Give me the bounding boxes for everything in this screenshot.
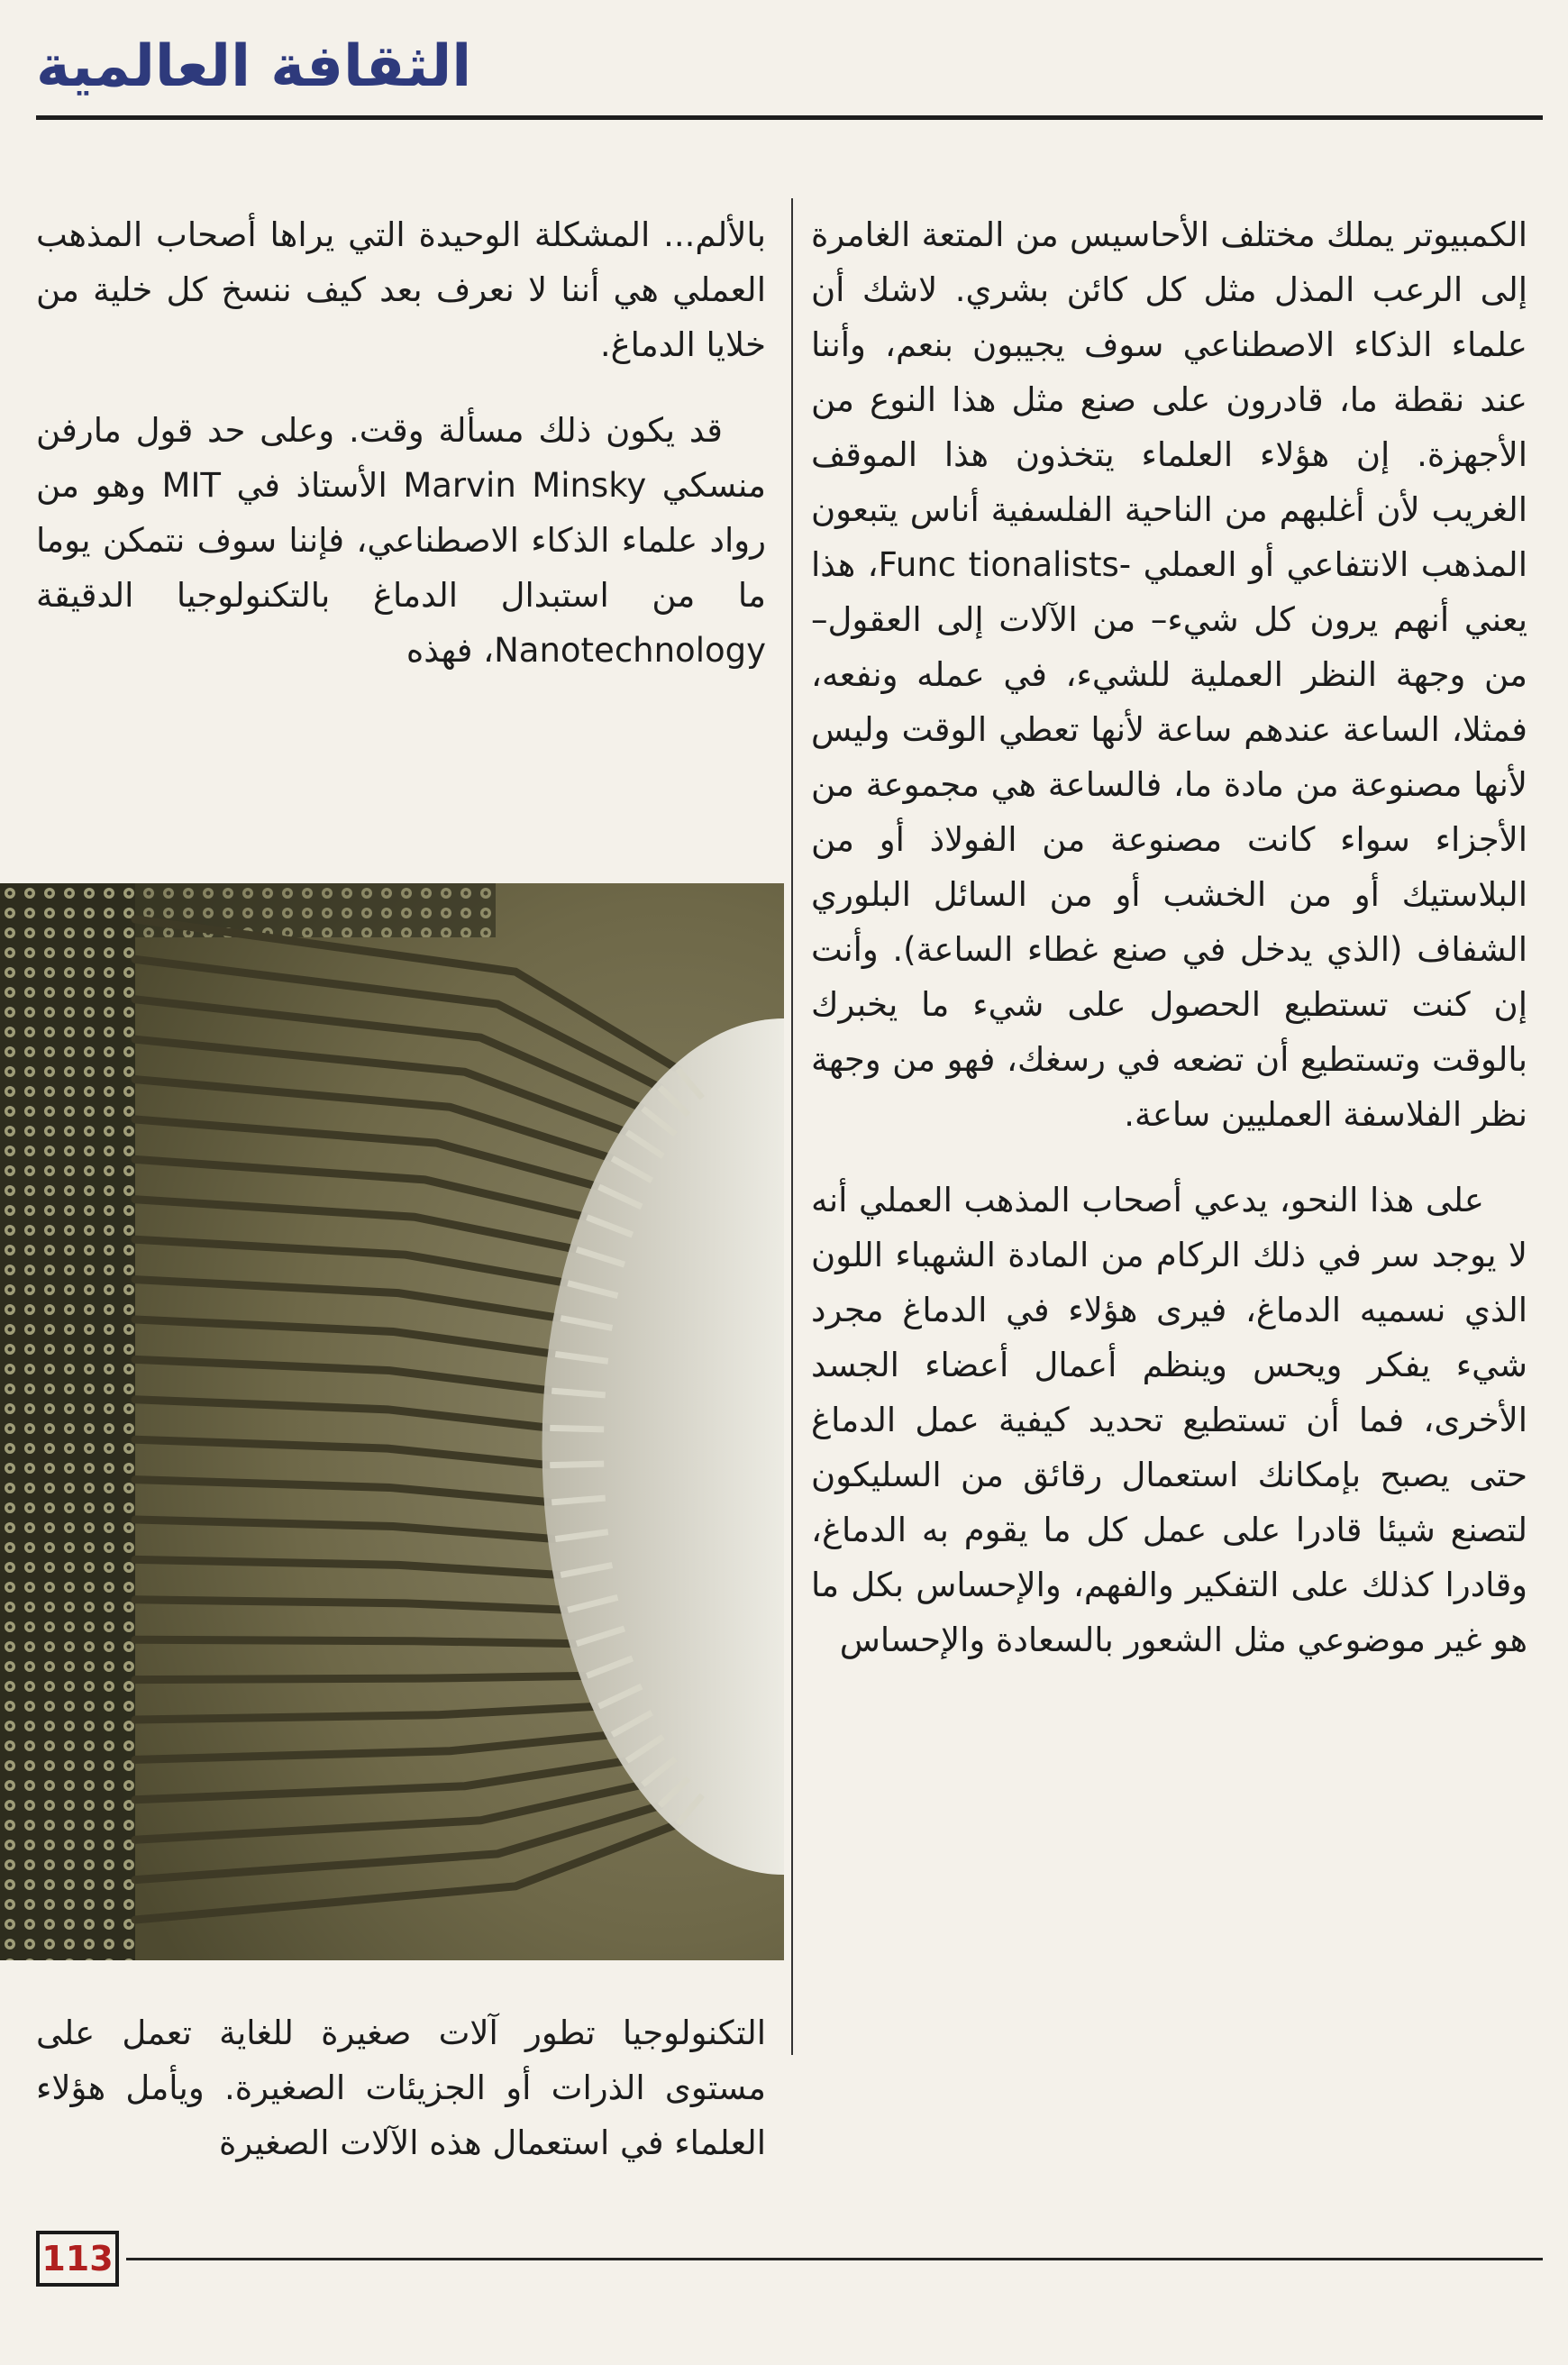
page-number: 113 — [36, 2231, 119, 2287]
paragraph: التكنولوجيا تطور آلات صغيرة للغاية تعمل على مستوى الذرات أو الجزيئات الصغيرة. ويأمل هؤلاء العلماء في استعمال هذه الآلات الصغيرة — [36, 2013, 766, 2162]
column-divider — [791, 198, 793, 2055]
page-title: الثقافة العالمية — [36, 33, 472, 100]
paragraph: الكمبيوتر يملك مختلف الأحاسيس من المتعة الغامرة إلى الرعب المذل مثل كل كائن بشري. لاشك أن علماء الذكاء الاصطناعي سوف يجيبون بنعم، وأننا عند نقطة ما، قادرون على صنع مثل هذا النوع من الأجهزة. إن هؤلاء العلماء يتخذون هذا الموقف الغريب لأن أغلبهم من الناحية الفلسفية أناس يتبعون المذهب الانتفاعي أو العملي -Func tionalists، هذا يعني أنهم يرون كل شيء– من الآلات إلى العقول– من وجهة النظر العملية للشيء، في عمله ونفعه، فمثلا، الساعة عندهم ساعة لأنها تعطي الوقت وليس لأنها مصنوعة من مادة ما، فالساعة هي مجموعة من الأجزاء سواء كانت مصنوعة من الفولاذ أو من البلاستيك أو من الخشب أو من السائل البلوري الشفاف (الذي يدخل في صنع غطاء الساعة). وأنت إن كنت تستطيع الحصول على شيء ما يخبرك بالوقت وتستطيع أن تضعه في رسغك، فهو من وجهة نظر الفلاسفة العمليين ساعة. — [811, 215, 1527, 1134]
chip-pin — [550, 1464, 604, 1466]
chip-pin — [550, 1428, 604, 1429]
article-column-left-bottom — [36, 2005, 766, 2213]
footer-rule — [126, 2258, 1543, 2260]
article-column-right — [811, 207, 1527, 2037]
paragraph: بالألم... المشكلة الوحيدة التي يراها أصحاب المذهب العملي هي أننا لا نعرف بعد كيف ننسخ كل خلية من خلايا الدماغ. — [36, 215, 766, 364]
circuit-trace — [135, 1639, 577, 1644]
circuit-trace — [135, 1676, 587, 1679]
paragraph: على هذا النحو، يدعي أصحاب المذهب العملي أنه لا يوجد سر في ذلك الركام من المادة الشهباء اللون الذي نسميه الدماغ، فيرى هؤلاء في الدماغ مجرد شيء يفكر ويحس وينظم أعمال أعضاء الجسد الأخرى، فما أن تستطيع تحديد كيفية عمل الدماغ حتى يصبح بإمكانك استعمال رقائق من السليكون لتصنع شيئا قادرا على عمل كل ما يقوم به الدماغ، وقادرا كذلك على التفكير والفهم، والإحساس بكل ما هو غير موضوعي مثل الشعور بالسعادة والإحساس — [811, 1181, 1527, 1659]
chip-pin — [552, 1498, 605, 1502]
paragraph: قد يكون ذلك مسألة وقت. وعلى حد قول مارفن منسكي Marvin Minsky الأستاذ في MIT وهو من رواد علماء الذكاء الاصطناعي، فإننا سوف نتمكن يوما ما من استبدال الدماغ بالتكنولوجيا الدقيقة Nanotechnology، فهذه — [36, 411, 766, 670]
article-column-left-top — [36, 207, 766, 838]
circuit-board-image — [0, 883, 784, 1960]
header-rule — [36, 115, 1543, 120]
chip-pin — [552, 1391, 605, 1395]
